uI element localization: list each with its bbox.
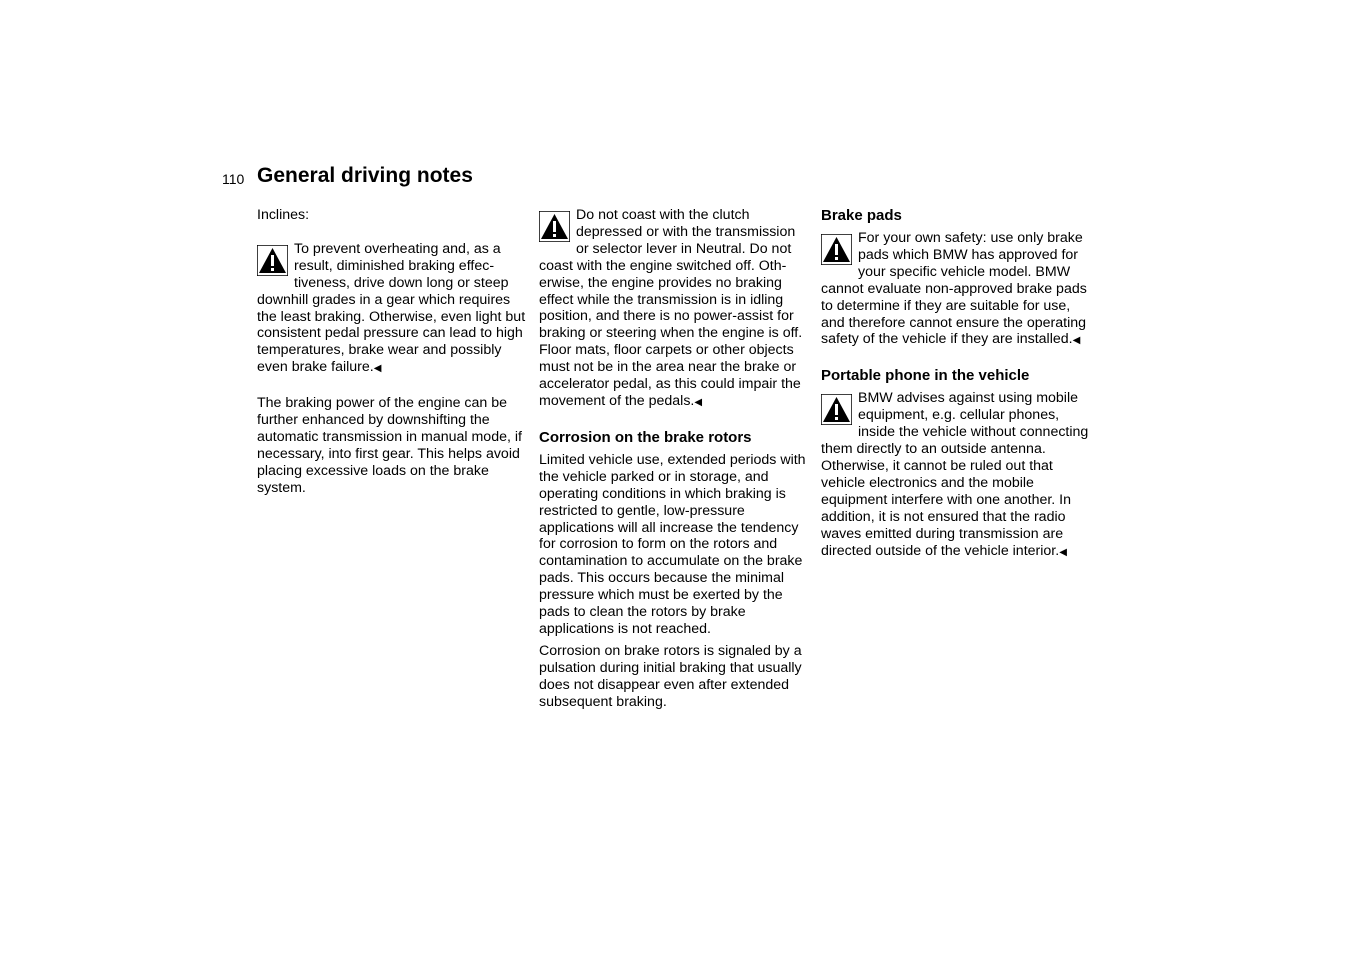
overheating-warning-text: To prevent overheating and, as a result, diminished braking effectiveness, drive down long or steep downhill grades in a gear which requires the least braking. Otherwise, even light but consistent pedal pressure can lead to high temperatures, brake wear and possibly even brake failure. [257, 240, 526, 376]
engine-braking-paragraph: The braking power of the engine can be further enhanced by downshifting the automatic transmission in manual mode, if necessary, into first gear. This helps avoid placing excessive loads on the brake system. [257, 395, 522, 496]
corrosion-heading: Corrosion on the brake rotors [539, 428, 752, 446]
inclines-label: Inclines: [257, 207, 310, 223]
brake-pads-heading: Brake pads [821, 207, 902, 224]
column-2 [539, 207, 811, 710]
portable-phone-warning [821, 390, 1093, 561]
floor-mats-text: Floor mats, floor carpets or other objects must not be in the area near the brake or accelerator pedal, as this could impair the movement of the pedals. [539, 342, 801, 409]
portable-phone-warning-text: BMW advises against using mobile equipment, e.g. cellular phones, inside the vehicle without connecting them directly to an outside antenna. Otherwise, it cannot be ruled out that vehicle electronics and the mobile equipment interfere with one another. In addition, it is not ensured that the radio waves emitted during transmission are directed outside of the vehicle interior. [821, 390, 1089, 559]
page-number: 110 [222, 171, 245, 187]
corrosion-paragraph-2: Corrosion on brake rotors is signaled by a pulsation during initial braking that usually does not disappear even after extended subsequent braking. [539, 642, 802, 710]
brake-pads-warning [821, 230, 1093, 350]
portable-phone-heading: Portable phone in the vehicle [821, 367, 1030, 385]
end-mark: ◀ [373, 363, 382, 375]
warning-triangle-icon [257, 245, 288, 276]
column-3 [821, 207, 1093, 561]
page-title: General driving notes [257, 164, 473, 187]
corrosion-paragraph-1: Limited vehicle use, extended periods with the vehicle parked or in storage, and operating conditions in which braking is restricted to gentle, low-pressure applications will all increase the tendency for corrosion to form on the rotors and contamination to accumulate on the brake pads. This occurs because the minimal pressure which must be exerted by the pads to clean the rotors by brake applications is not reached. [539, 451, 806, 637]
warning-triangle-icon [821, 234, 852, 265]
coasting-warning [539, 207, 811, 412]
brake-pads-warning-text: For your own safety: use only brake pads which BMW has approved for your specific vehicle model. BMW cannot evaluate non-approved brake pads to determine if they are suitable for use, and therefore cannot ensure the operating safety of the vehicle if they are installed. [821, 230, 1087, 348]
end-mark: ◀ [694, 396, 703, 408]
end-mark: ◀ [1059, 546, 1067, 558]
overheating-warning [257, 241, 527, 378]
coasting-warning-text: Do not coast with the clutch depressed or with the transmission or selector lever in Neutral. Do not coast with the engine switched off. Otherwise, the engine provides no braking effect while the transmission is in idling position, and there is no power-assist for braking or steering when the engine is off. [539, 207, 803, 342]
warning-triangle-icon [821, 394, 852, 425]
end-mark: ◀ [1072, 335, 1081, 347]
warning-triangle-icon [539, 211, 570, 242]
column-1 [257, 207, 527, 497]
